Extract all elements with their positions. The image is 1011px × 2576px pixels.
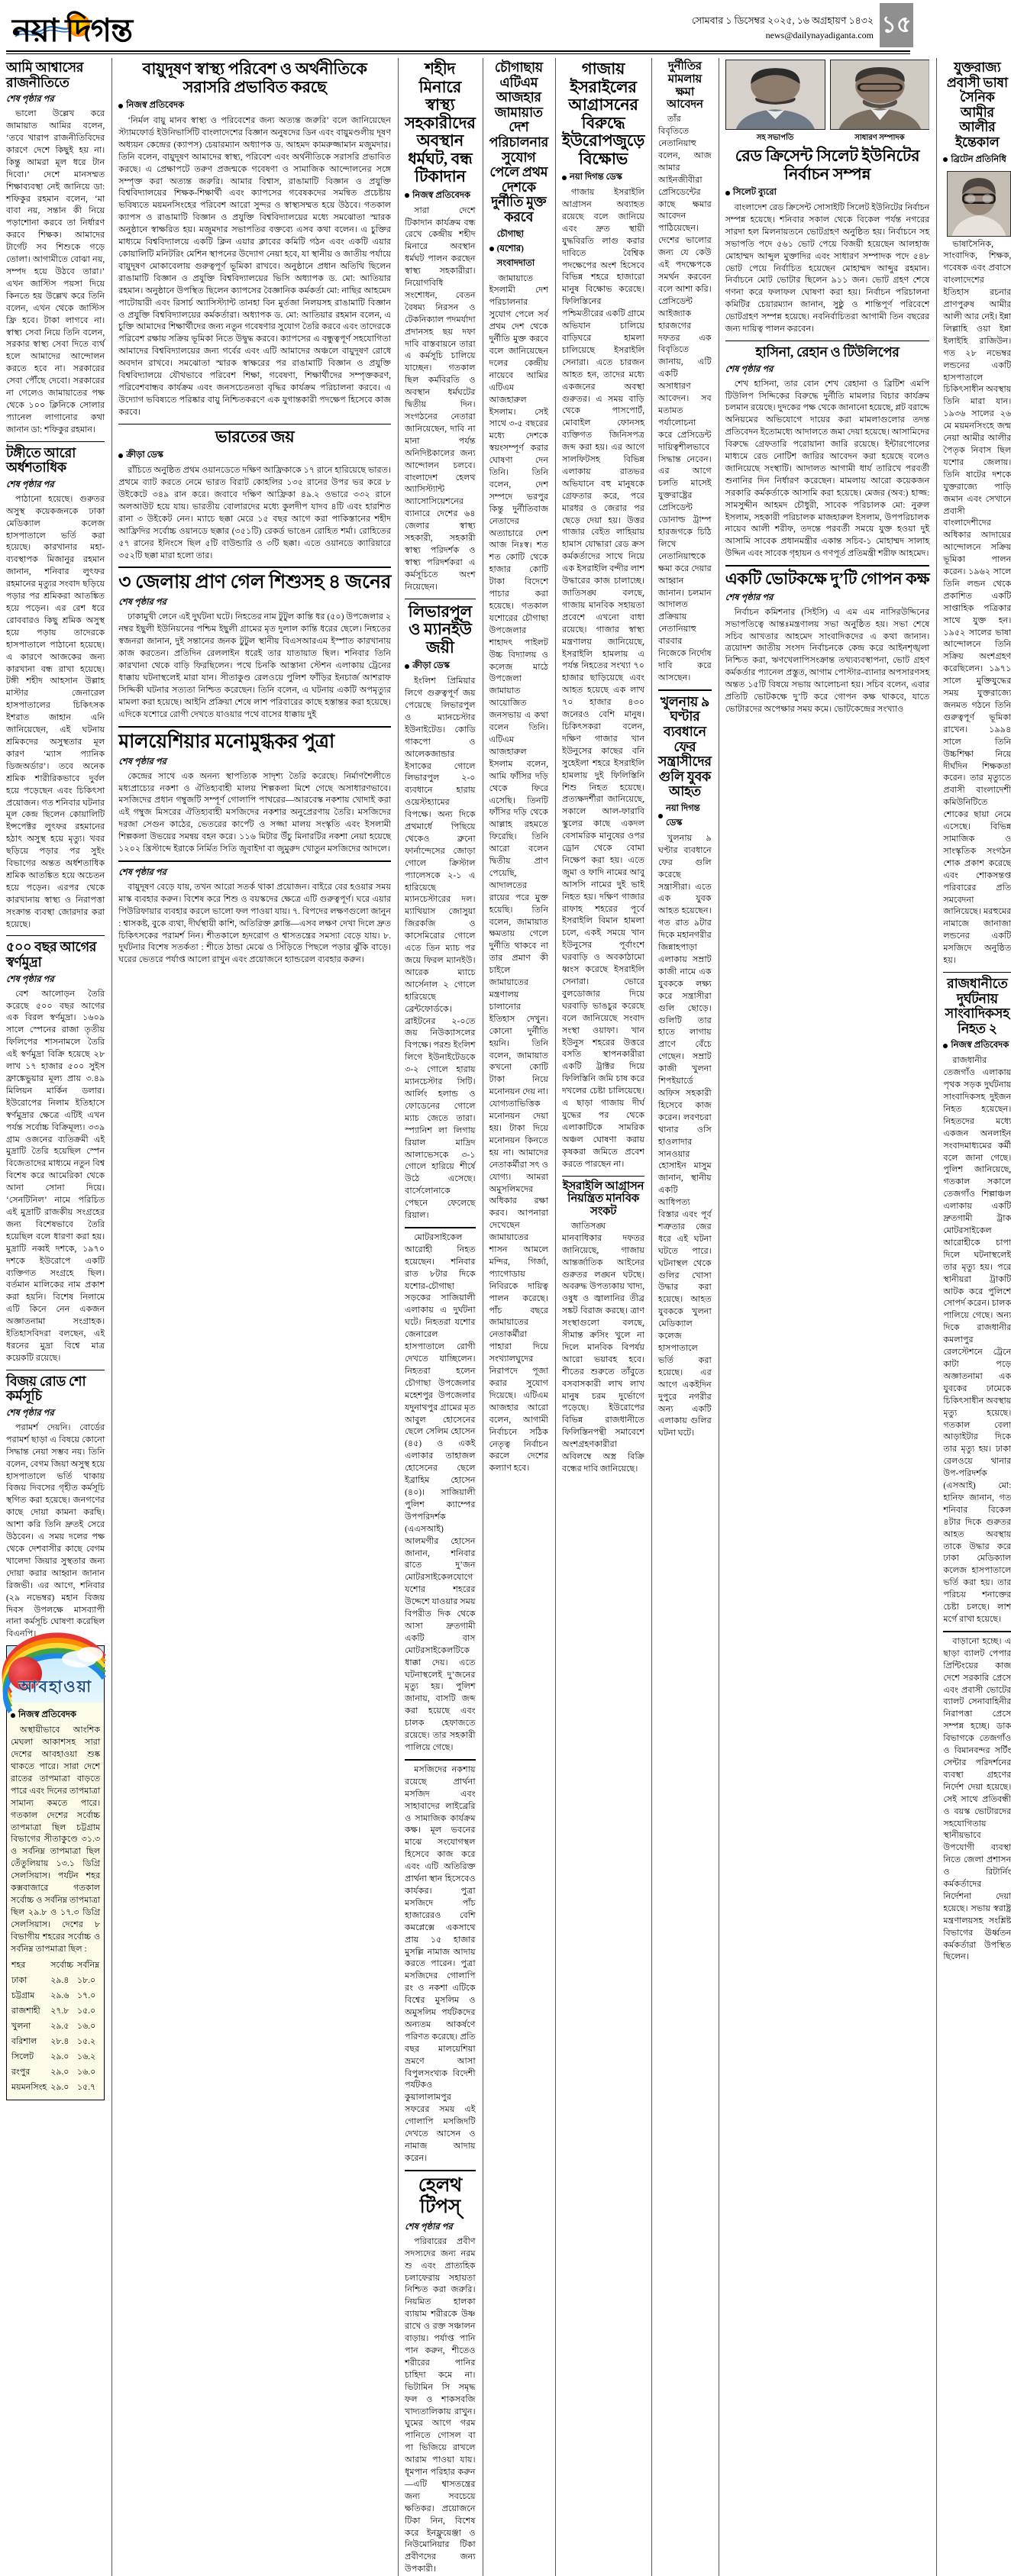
byline [943, 153, 1011, 167]
masthead-meta [692, 3, 874, 43]
article-health-tips-left [118, 866, 391, 967]
byline-text: নয়া দিগন্ত ডেস্ক [666, 803, 700, 828]
article-body: বাংলাদেশ রেড ক্রিসেন্ট সোসাইটি সিলেট ইউনিটের নির্বাচন সম্পন্ন হয়েছে। শনিবার সকাল থেকে বিকেল পর্যন্ত নগরের সারদা হল মিলনায়তনে ভোটগ্রহণ অনুষ্ঠিত হয়। নির্বাচনে সহ সভাপতি পদে ৫৬১ ভোট পেয়ে বিজয়ী হয়েছেন আলহাজ মোহাম্মদ আব্দুল মুক্তাদির এবং সাধারণ সম্পাদক পদে ৫৪৮ ভোট পেয়ে নির্বাচিত হয়েছেন মোহাম্মদ আব্দুর রহমান। নির্বাচনে মোট ভোটার ছিলেন ৯১১ জন। ভোট গ্রহণ শেষে গণনা করে ফলাফল ঘোষণা করা হয়। নির্বাচন পরিচালনা কমিটির চেয়ারম্যান জানান, সুষ্ঠু ও শান্তিপূর্ণ পরিবেশে ভোটগ্রহণ সম্পন্ন হয়েছে। নবনির্বাচিতরা আগামী তিন বছরের জন্য দায়িত্ব পালন করবেন। [725, 203, 930, 334]
article-khulna-shooting [658, 695, 712, 1440]
byline-text: ক্রীড়া ডেস্ক [126, 450, 163, 460]
city-cell: ঢাকা [11, 1975, 27, 1985]
publication-date: সোমবার ১ ডিসেম্বর ২০২৫, ১৬ অগ্রহায়ণ ১৪৩২ [691, 15, 874, 26]
min-temp-cell: ১৫.৭ [77, 2082, 96, 2092]
article-body: শেখ হাসিনা, তার বোন শেখ রেহানা ও ব্রিটিশ এমপি টিউলিপ সিদ্দিকের বিরুদ্ধে দুর্নীতি মামলার বিচার কার্যক্রম চলমান রয়েছে। দুদকের পক্ষ থেকে জানানো হয়েছে, প্লট বরাদ্দে অনিয়মের অভিযোগে দায়ের করা মামলাগুলোর তদন্ত প্রতিবেদন ইতোমধ্যে আদালতে জমা দেয়া হয়েছে। আসামিদের বিরুদ্ধে গ্রেফতারি পরোয়ানা জারি রয়েছে। ইন্টারপোলের মাধ্যমে রেড নোটিশ জারির আবেদন করা হয়েছে বলেও জানিয়েছে সংস্থাটি। আদালত আগামী ধার্য তারিখে পরবর্তী শুনানির দিন নির্ধারণ করেছেন। মামলায় আরো কয়েকজন সরকারি কর্মকর্তাকে আসামি করা হয়েছে। মেজর (অব:) হাজ্জ: সামসুদ্দীন আহমদ চৌধুরী, সাবেক পরিচালক মো: নুরুল ইসলাম, সহকারী পরিচালক মাজহারুল ইসলাম, উপপরিচালক নায়েব আলী শরীফ, তদন্তে পরবর্তী সময়ে যুক্ত হওয়া দুই আসামি সাবেক প্রধানমন্ত্রীর একান্ত সচিব-১ মোহাম্মদ সালাহ উদ্দিন এবং সাবেক গৃহায়ন ও গণপূর্ত প্রতিমন্ত্রী শরীফ আহমেদ। [725, 379, 930, 559]
city-cell: ময়মনসিংহ [11, 2082, 47, 2092]
byline [725, 186, 930, 200]
column-4 [483, 58, 548, 2576]
article-body: ঢাকামুখী লেনে এই দুর্ঘটনা ঘটে। নিহতের নাম টুটুল কান্তি ধর (৫০) উপজেলার ২ নম্বর ইছুলী ইউনিয়নের পশ্চিম ইছুলী গ্রামের মৃত দুলাল কান্তি ধরের ছেলে। নিহতের স্বজনরা জানান, দুই সন্তানের জনক টুটুল স্থানীয় বিএসআরএম ইস্পাত কারখানায় কাজ করতেন। প্রতিদিন রেললাইন ধরেই তার যাতায়াত ছিল। শনিবার তিনি কারখানা থেকে বাড়ি ফিরছিলেন। পথে চিনকি আস্তানা স্টেশন এলাকায় ট্রেনের ধাক্কায় ঘটনাস্থলেই মারা যান। সীতাকুণ্ড রেলওয়ে পুলিশ ফাঁড়ির ইনচার্জ আশরাফ সিদ্দিকী ঘটনার সত্যতা নিশ্চিত করেছেন। তিনি বলেন, এ ঘটনায় একটি অপমৃত্যুর মামলা করা হয়েছে। আইনি প্রক্রিয়া শেষে লাশ পরিবারের কাছে হস্তান্তর করা হয়েছে। এদিকে যশোরে রোগী দেখতে যাওয়ার পথে বাসের ধাক্কায় দুই [118, 612, 392, 719]
weather-table [11, 1958, 100, 2095]
byline [118, 98, 391, 113]
weather-text: অস্থায়ীভাবে আংশিক মেঘলা আকাশসহ সারা দেশের আবহাওয়া শুষ্ক থাকতে পারে। সারা দেশে রাতের তাপমাত্রা বাড়তে পারে এবং দিনের তাপমাত্রা সামান্য কমতে পারে। গতকাল দেশের সর্বোচ্চ তাপমাত্রা ছিল চট্টগ্রাম বিভাগের সীতাকুণ্ডে ৩১.৩ ও সর্বনিম্ন তাপমাত্রা ছিল তেঁতুলিয়ায় ১৩.১ ডিগ্রি সেলসিয়াস। পর্যটন শহর কক্সবাজারে গতকাল সর্বোচ্চ ও সর্বনিম্ন তাপমাত্রা ছিল ২৯.৮ ও ১৭.৩ ডিগ্রি সেলসিয়াস। দেশের ৮ বিভাগীয় শহরের সর্বোচ্চ ও সর্বনিম্ন তাপমাত্রা ছিল : [11, 1725, 101, 1954]
headline[interactable]: খুলনায় ৯ ঘণ্টার ব্যবধানে ফের সন্ত্রাসীদের গুলি যুবক আহত [658, 693, 712, 799]
weather-banner [7, 1646, 104, 1703]
column-6 [651, 58, 712, 2576]
logo-text: নয়া দিগন্ত [12, 14, 133, 49]
headline[interactable]: যুক্তরাজ্য প্রবাসী ভাষা সৈনিক আমীর আলীর ইন্তেকাল [946, 60, 1008, 150]
portrait-illustration [948, 172, 1010, 236]
divider [118, 860, 391, 862]
weather-content [7, 1703, 104, 2100]
article-body: বায়ুদূষণ বেড়ে যায়, তখন আরো সতর্ক থাকা প্রয়োজন। বাইরে বের হওয়ার সময় মাস্ক ব্যবহার করুন। বিশেষ করে শিশু ও বয়স্কদের ক্ষেত্রে এটি গুরুত্বপূর্ণ। ঘরে এয়ার পিউরিফায়ার ব্যবহার করলে ভালো ফল পাওয়া যায়। ৭. বিপদের লক্ষণগুলো জানুন : শ্বাসকষ্ট, বুকে ব্যথা, দীর্ঘস্থায়ী কাশি, অতিরিক্ত ক্লান্তি—এসব লক্ষণ দেখা দিলে দ্রুত চিকিৎসকের পরামর্শ নিন। শীতকালে হৃদরোগ ও শ্বাসতন্ত্রের সমস্যা বেড়ে যায়। ৮. দুর্ঘটনার বিশেষ সতর্কতা : শীতে ঠান্ডা মেঝে ও সিঁড়িতে পিছলে পড়ার ঝুঁকি বাড়ে। ঘরের ভেতরে পর্যাপ্ত আলো রাখুন এবং প্রয়োজনে হ্যান্ডরেল ব্যবহার করুন। [118, 882, 392, 965]
byline [405, 189, 475, 203]
article-body: খুলনায় ৯ ঘণ্টার ব্যবধানে ফের গুলি করেছে সন্ত্রাসীরা। এতে এক যুবক আহত হয়েছেন। গত রাত ৯টার দিকে মহানগরীর জিন্নাহপাড়া এলাকায় সম্রাট কাজী নামে এক যুবককে লক্ষ্য করে সন্ত্রাসীরা গুলি ছোড়ে। গুলিটি তার হাতে লাগায় প্রাণে বেঁচে গেছেন। সম্রাট কাজী খুলনা শিপইয়ার্ডে অফিস সহকারী হিসেবে কাজ করেন। লবণচরা থানার ওসি হাওলাদার সানওয়ার হোসাইন মাসুম জানান, স্থানীয় একটি আধিপত্য বিস্তার এবং পূর্ব শত্রুতার জের ধরে এই ঘটনা ঘটতে পারে। ঘটনাস্থল থেকে গুলির খোসা উদ্ধার করা হয়েছে। আহত যুবককে খুলনা মেডিক্যাল কলেজ হাসপাতালে ভর্তি করা হয়েছে। এর আগে একইদিন দুপুরে নগরীর অন্য একটি এলাকায় গুলির ঘটনা ঘটে। [658, 833, 712, 1438]
jump-label: শেষ পৃষ্ঠার পর [6, 479, 54, 489]
headline[interactable]: শহীদ মিনারে স্বাস্থ্য সহকারীদের অবস্থান ধর্মঘট, বন্ধ টিকাদান [405, 60, 476, 186]
city-cell: চট্টগ্রাম [11, 1990, 35, 2000]
table-row [11, 2019, 100, 2034]
article-israeli-crisis [562, 1180, 644, 1476]
column-1 [6, 58, 105, 2576]
bullet-icon [658, 814, 663, 818]
divider [405, 1227, 475, 1228]
divider [405, 1759, 475, 1761]
headline[interactable]: চৌগাছায় এটিএম আজহার জামায়াত দেশ পরিচালনার সুযোগ পেলে প্রথম দেশকে দুর্নীতি মুক্ত করবে [489, 60, 548, 224]
article-body: ভালো উল্লেখ করে জামায়াত আমির বলেন, ‘তবে খারাপ রাজনীতিবিদের কারণে দেশে কিছুই হয় না। কিন্তু আমরা মূল ধরে টান দিবো।’ দেশে মানসম্মত শিক্ষাব্যবস্থা নেই জানিয়ে ডা: শফিকুর রহমান বলেন, ‘মা বাবা নয়, সন্তান কী নিয়ে পড়াশোনা করবে তা নির্ধারণ করবে শিক্ষক। আমাদের টার্গেট সব শিশুকে গড়ে তোলা। আগামীতে বোঝা নয়, সম্পদ হয়ে উঠবে তারা।’ এখন জাস্টিস পয়সা দিয়ে কিনতে হয় উল্লেখ করে তিনি বলেন, এখন থেকে জাস্টিস ফ্রি হবে। টাকা লাগবে না। স্বাস্থ্য সেবা নিয়ে তিনি বলেন, সরকার স্বাস্থ্য সেবা দিতে ব্যর্থ হলে আমাদের আন্দোলন করতে হবে না। সরকারের সেবা পৌঁছে দেবো। সরকারের না গেলেও জামায়াতের পক্ষ থেকে ১০০ ক্লিনিকে সোলার প্যানেল লাগানোর কথা জানান ডা: শফিকুর রহমান। [6, 109, 105, 434]
divider [943, 1631, 1011, 1632]
article-body: সারা দেশে টিকাদান কার্যক্রম বন্ধ রেখে কেন্দ্রীয় শহীদ মিনারে অবস্থান ধর্মঘট পালন করছেন স্বাস্থ্য সহকারীরা। নিয়োগবিধি সংশোধন, বেতন বৈষম্য নিরসন ও টেকনিক্যাল পদমর্যাদা প্রদানসহ ছয় দফা দাবি বাস্তবায়নে তারা এ কর্মসূচি চালিয়ে যাচ্ছেন। গতকাল ছিল কর্মবিরতি ও অবস্থান ধর্মঘটের দ্বিতীয় দিন। সংগঠনের নেতারা জানিয়েছেন, দাবি না মানা পর্যন্ত অনিদিষ্টকালের জন্য আন্দোলন চলবে। বাংলাদেশ হেলথ অ্যাসিস্ট্যান্ট অ্যাসোসিয়েশনের ব্যানারে দেশের ৬৪ জেলার স্বাস্থ্য সহকারী, সহকারী স্বাস্থ্য পরিদর্শক ও স্বাস্থ্য পরিদর্শকরা এ কর্মসূচিতে অংশ নিয়েছেন। [405, 205, 476, 592]
table-header-row [11, 1958, 100, 1973]
headline[interactable]: রাজধানীতে দুর্ঘটনায় সাংবাদিকসহ নিহত ২ [945, 975, 1010, 1036]
jump-label: শেষ পৃষ্ঠার পর [6, 95, 54, 105]
headline[interactable]: বায়ুদূষণ স্বাস্থ্য পরিবেশ ও অর্থনীতিকে সরাসরি প্রভাবিত করছে [142, 60, 367, 96]
city-cell: রাজশাহী [11, 2006, 40, 2016]
photo-captions [725, 131, 930, 145]
bullet-icon [725, 191, 730, 195]
article-red-crescent [725, 147, 930, 336]
portrait-photo-vice-president [725, 60, 825, 130]
headline[interactable]: টঙ্গীতে আরো অর্ধশতাধিক [6, 444, 76, 476]
byline-text: নয়া দিগন্ত ডেস্ক [570, 173, 622, 182]
article-dhaka-accident [943, 976, 1011, 1626]
byline [562, 170, 644, 185]
article-body: ভাষাসৈনিক, সাংবাদিক, শিক্ষক, গবেষক এবং প্রবাসে বাংলাদেশের ইতিহাস রচনার প্রাণপুরুষ আমীর আলী আর নেই। ইন্না লিল্লাহি ওয়া ইন্না ইলাইহি রাজিউন। গত ২৮ নভেম্বর লন্ডনের একটি হাসপাতালে চিকিৎসাধীন অবস্থায় তিনি মারা যান। ১৯৩৬ সালের ২৬ মে ময়মনসিংহে জন্ম নেয়া আমীর আলীর পৈতৃক নিবাস ছিল যশোর জেলায়। তিনি ষাটের দশকে যুক্তরাজ্যে পাড়ি জমান এবং সেখানে প্রবাসী বাংলাদেশীদের অধিকার আদায়ের আন্দোলনে সক্রিয় ভূমিকা পালন করেন। ১৯৬২ সালে তিনি লন্ডন থেকে প্রকাশিত একটি সাপ্তাহিক পত্রিকার সাথে যুক্ত হন। ১৯৫২ সালের ভাষা আন্দোলনে তিনি সক্রিয় অংশগ্রহণ করেছিলেন। ১৯৭১ সালে মুক্তিযুদ্ধের সময় যুক্তরাজ্যে জনমত গঠনে তিনি গুরুত্বপূর্ণ ভূমিকা রাখেন। ১৯৯৪ সালে তিনি উচ্চশিক্ষা নিয়ে দীর্ঘদিন শিক্ষকতা করেন। তার মৃত্যুতে প্রবাসী বাংলাদেশী কমিউনিটিতে শোকের ছায়া নেমে এসেছে। বিভিন্ন সামাজিক ও সাংস্কৃতিক সংগঠন শোক প্রকাশ করেছে এবং শোকসন্তপ্ত পরিবারের প্রতি সমবেদনা জানিয়েছে। মরহুমের নামাজে জানাজা লন্ডনের একটি মসজিদে অনুষ্ঠিত হয়। [943, 239, 1011, 966]
min-temp-cell: ১৫.২ [77, 2036, 96, 2046]
masthead [0, 0, 916, 50]
max-temp-cell: ২৯.৪ [50, 1975, 69, 1985]
article-body: বেশ আলোড়ন তৈরি করেছে ৫০০ বছর আগের এক বিরল স্বর্ণমুদ্রা। ১৬০৯ সালে স্পেনের রাজা তৃতীয় ফিলিপের শাসনামলে তৈরি এই স্বর্ণমুদ্রা বিক্রি হয়েছে ২৮ লাখ ১৭ হাজার ৫০০ সুইস ফ্রাঙ্কেভুয়ার মূল্য প্রায় ৩.৪৯ মিলিয়ন মার্কিন ডলার। ইউরোপের নিলাম ইতিহাসে স্বর্ণমুদ্রার ক্ষেত্রে এটিই এখন পর্যন্ত সর্বোচ্চ বিক্রিমূল্য। ৩৩৯ গ্রাম ওজনের ব্যতিক্রমী এই মুদ্রাটি তৈরি হয়েছিল স্পেন বিজেতাদের মাধ্যমে নতুন বিশ্ব বিশেষ করে আমেরিকা থেকে আনা সোনা দিয়ে। ‘সেনটিনিল’ নামে পরিচিত এই মুদ্রাটি রাজকীয় সংগ্রহের জন্য বিশেষভাবে তৈরি হয়েছিল বলে ধারণা করা হয়। মুদ্রাটি নব্বই দশকে, ১৯৭০ দশকে ইউরোপে একটি ব্যক্তিগত সংগ্রহে ছিল। বর্তমান মালিকের নাম প্রকাশ করা হয়নি। বিশেষ নিলামে এটি কিনে নেন একজন অজ্ঞাতনামা সংগ্রাহক। ইতিহাসবিদরা বলছেন, এই ধরনের মুদ্রা বিশ্বে মাত্র কয়েকটি রয়েছে। [6, 989, 105, 1363]
max-temp-cell: ২৭.৮ [50, 2006, 69, 2016]
jump-label: শেষ পৃষ্ঠার পর [118, 598, 166, 608]
article-3-district-left [118, 572, 391, 721]
byline-text: ব্রিটেন প্রতিনিধি [951, 154, 1006, 164]
col-city: শহর [11, 1960, 26, 1970]
headline[interactable]: হেলথ টিপস্ [418, 2174, 462, 2217]
bullet-icon [405, 664, 409, 669]
article-ami-ashwaser [6, 60, 105, 437]
article-body: গাজায় ইসরাইলি আগ্রাসন অব্যাহত রয়েছে বলে জানিয়ে এবং দ্রুত স্থায়ী যুদ্ধবিরতি লাগু করার দাবিতে বৈশ্বিক পদক্ষেপের অংশ হিসেবে বিভিন্ন শহরে হাজারো মানুষ বিক্ষোভ করেছে। ফিলিস্তিনের পশ্চিমতীরের একটি গ্রামে অভিযান চালিয়ে বাড়িঘরে হামলা চালিয়েছে ইসরাইলি সেনারা। এতে চারজন আহত হন, তাদের মধ্যে একজনের অবস্থা গুরুতর। এ সময় বাড়ি থেকে পাসপোর্ট, মোবাইল ফোনসহ ব্যক্তিগত জিনিসপত্র জব্দ করা হয়। এর আগে সালফিটসহ বিভিন্ন এলাকায় রাতভর অভিযানে বহু মানুষকে গ্রেফতার করে, পরে মারধর ও জেরার পর ছেড়ে দেয়া হয়। উত্তর গাজার বেইত লাহিয়ায় হামাস যোদ্ধারা রেড ক্রস কর্মকর্তাদের সাথে নিয়ে এক ইসরাইলি বন্দীর লাশ উদ্ধারের কাজ চালাচ্ছে। জাতিসঙ্ঘ বলছে, গাজায় মানবিক সহায়তা প্রবেশে এখনো বাধা রয়েছে। গাজার স্বাস্থ্য মন্ত্রণালয় জানিয়েছে, ইসরাইলি হামলায় এ পর্যন্ত নিহতের সংখ্যা ৭০ হাজার ছাড়িয়েছে এবং আহত হয়েছে এক লাখ ৭০ হাজার ৪৩০ জনেরও বেশি মানুষ। চিকিৎসকরা বলেন, দক্ষিণ গাজার খান ইউনুসের কাছের বনি সুহেইলা শহরে ইসরাইলি হামলায় দুই ফিলিস্তিনি শিশু নিহত হয়েছে। প্রত্যক্ষদর্শীরা জানিয়েছে, সকালে আল-ফারাবি স্কুলের কাছে একদল বেসামরিক মানুষের ওপর ড্রোন থেকে বোমা নিক্ষেপ করা হয়। এতে জুমা ও ফাদি নামের আবু আসসি নামের দুই ভাই নিহত হয়। দক্ষিণ গাজার রাফাহ শহরের পূর্বে ইসরাইলি বিমান হামলা চলে, একই সময়ে খান ইউনুসের পূর্বাংশে ঘরবাড়ি ও অবকাঠামো ধ্বংস করেছে ইসরাইলি সেনারা। ভোরে বুলডোজার দিয়ে ঘরবাড়ি ভাঙচুর করেছে বলে জানিয়েছে সংবাদ সংস্থা ওয়াফা। খান ইউনুস শহরের উত্তরে বসতি স্থাপনকারীরা একটি ট্রাক্টর দিয়ে ফিলিস্তিনি জমি চাষ করে দখলের চেষ্টা চালিয়েছে। এ ছাড়া গাজায় দীর্ঘ যুদ্ধের পর থেকে এলাকাটিকে সামরিক অঞ্চল ঘোষণা করায় কৃষকরা জমিতে প্রবেশ করতে পারছেন না। [562, 188, 645, 1169]
col-min: সর্বনিম্ন [77, 1960, 100, 1970]
column-2 [111, 58, 391, 2576]
weather-box [6, 1645, 105, 2100]
caption-general-secretary: সাধারণ সম্পাদক [854, 134, 905, 142]
city-cell: সিলেট [11, 2051, 34, 2061]
page-content [0, 54, 1011, 2574]
article-malaysia-left [118, 731, 391, 856]
article-malaysia-right [405, 1764, 475, 2165]
divider [6, 441, 105, 442]
jump-label: শেষ পৃষ্ঠার পর [6, 1408, 54, 1418]
headline[interactable]: ৫০০ বছর আগের স্বর্ণমুদ্রা [6, 939, 97, 970]
divider [562, 1176, 644, 1177]
obituary-portrait-photo [947, 171, 1011, 237]
headline[interactable]: ৩ জেলায় প্রাণ গেল শিশুসহ ৪ জনের [118, 572, 392, 593]
caption-vice-president: সহ সভাপতি [756, 134, 794, 142]
headline[interactable]: আমি আশ্বাসের রাজনীতিতে [6, 60, 84, 90]
weather-title: আবহাওয়া [18, 1677, 93, 1696]
article-body: মোটরসাইকেল আরোহী নিহত হয়েছেন। শনিবার রাত ৮টার দিকে যশোর-চৌগাছা সড়কের সাজিয়ালী এলাকায় এ দুর্ঘটনা ঘটে। নিহতরা যশোর জেনারেল হাসপাতালে রোগী দেখতে যাচ্ছিলেন। নিহতরা হলেন চৌগাছা উপজেলার মহেশপুর উপজেলার যদুনাথপুর গ্রামের মৃত আবুল হোসেনের ছেলে সেলিম হোসেন (৪৫) ও একই এলাকার তাহাজল হোসেনের ছেলে ইব্রাহিম হোসেন (৪০)। সাজিয়ালী পুলিশ ক্যাম্পের উপপরিদর্শক (এএসআই) আলমগীর হোসেন জানান, শনিবার রাতে দু’জন মোটরসাইকেলযোগে যশোর শহরের উদ্দেশে যাওয়ার সময় বিপরীত দিক থেকে আসা দ্রুতগামী একটি বাস মোটরসাইকেলটিকে ধাক্কা দেয়। এতে ঘটনাস্থলেই দু’জনের মৃত্যু হয়। পুলিশ জানায়, বাসটি জব্দ করা হয়েছে এবং চালক হেফাজতে রয়েছে। তার সহকারী পালিয়ে গেছে। [405, 1232, 476, 1752]
contact-email[interactable]: news@dailynayadiganta.com [765, 30, 874, 41]
city-cell: বরিশাল [11, 2036, 37, 2046]
portrait-illustration [831, 60, 929, 129]
byline-text: নিজস্ব প্রতিবেদক [18, 1710, 76, 1720]
min-temp-cell: ১৬.০ [77, 2067, 96, 2077]
article-body: রাজধানীর তেজগাঁও এলাকায় পৃথক সড়ক দুর্ঘটনায় সাংবাদিকসহ দুইজন নিহত হয়েছেন। নিহতদের মধ্যে একজন অনলাইন সংবাদমাধ্যমের কর্মী বলে জানা গেছে। পুলিশ জানিয়েছে, গতকাল সকালে তেজগাঁও শিল্পাঞ্চল এলাকায় একটি দ্রুতগামী ট্রাক মোটরসাইকেল আরোহীকে চাপা দিলে ঘটনাস্থলেই তার মৃত্যু হয়। পরে স্থানীয়রা ট্রাকটি আটক করে পুলিশে সোপর্দ করেন। চালক পালিয়ে গেছে। অন্য দিকে রাজধানীর কমলাপুর রেলস্টেশনে ট্রেনে কাটা পড়ে অজ্ঞাতনামা এক যুবকের ঢামেকে চিকিৎসাধীন অবস্থায় মৃত্যু হয়েছে। গতকাল বেলা আড়াইটার দিকে তার মৃত্যু হয়। ঢাকা রেলওয়ে থানার উপ-পরিদর্শক (এসআই) মো: হানিফ জানান, গত শনিবার বিকেল ৪টার দিকে গুরুতর আহত অবস্থায় তাকে উদ্ধার করে ঢাকা মেডিক্যাল কলেজ হাসপাতালে ভর্তি করা হয়। তার পরিচয় শনাক্তের চেষ্টা চলছে। লাশ মর্গে রাখা হয়েছে। [943, 1056, 1011, 1624]
masthead-right [692, 3, 916, 47]
article-gold-coin [6, 940, 105, 1364]
byline-text: সিলেট ব্যুরো [732, 188, 777, 198]
col-max: সর্বোচ্চ [50, 1960, 74, 1970]
article-body: নির্বাচন কমিশনার (সিইসি) এ এম এম নাসিরউদ্দিনের সভাপতিত্বে আন্তঃমন্ত্রণালয় সভা অনুষ্ঠিত হয়। সভা শেষে সচিব আখতার আহমেদ সাংবাদিকদের এ কথা জানান। ত্রয়োদশ জাতীয় সংসদ নির্বাচনকে কেন্দ্র করে আইনশৃঙ্খলা নিশ্চিত করা, ঋণখেলাপিসংক্রান্ত তথ্যব্যবস্থাপনা, ভোট গ্রহণ কর্মকর্তার প্যানেল প্রস্তুত, আগাম পোস্টার-ব্যানার অপসারণসহ অন্তত ১৫টি বিষয়ে সভায় আলোচনা হয়। সচিব বলেন, এবার প্রতিটি ভোটকক্ষে দু’টি করে গোপন কক্ষ থাকবে, যাতে ভোটারদের অপেক্ষার সময় কমে। ভোটকেন্দ্রের সংখ্যাও [725, 607, 930, 714]
jump-label: শেষ পৃষ্ঠার পর [725, 364, 774, 374]
headline[interactable]: বিজয় রোড শো কর্মসূচি [6, 1373, 86, 1404]
min-temp-cell: ১৫.০ [77, 2006, 96, 2016]
article-body: বাড়ানো হচ্ছে। এ ছাড়া ব্যালট পেপার প্রিন্টিংয়ের কাজ দেশে সরকারি প্রেসে এবং প্রবাসী ভোটের ব্যালট সেনাবাহিনীর নিরাপত্তা প্রেসে সম্পন্ন হচ্ছে। ডাক বিভাগকে তেজগাঁও ও বিমানবন্দর সর্টিং সেন্টার পরিদর্শনের ব্যবস্থা গ্রহণের নির্দেশ দেয়া হয়েছে। সেই সাথে প্রতিবন্ধী ও বয়স্ক ভোটারদের সহযোগিতায় স্থানীয়ভাবে উপযোগী ব্যবস্থা নিতে জেলা প্রশাসন ও রিটার্নিং কর্মকর্তাদের নির্দেশনা দেয়া হয়েছে। সভায় স্বরাষ্ট্র মন্ত্রণালয়সহ সংশ্লিষ্ট বিভাগের ঊর্ধ্বতন কর্মকর্তারা উপস্থিত ছিলেন। [943, 1636, 1011, 1962]
jump-label: শেষ পৃষ্ঠার পর [118, 757, 166, 767]
article-air-pollution-head [118, 60, 391, 419]
jump-label: শেষ পৃষ্ঠার পর [6, 974, 54, 984]
weather-byline [11, 1708, 100, 1722]
column-3 [398, 58, 475, 2576]
min-temp-cell: ১৮.০ [77, 1975, 96, 1985]
headline[interactable]: গাজায় ইসরাইলের আগ্রাসনের বিরুদ্ধে ইউরোপজুড়ে বিক্ষোভ [562, 60, 645, 168]
divider [943, 972, 1011, 973]
article-health-tips [405, 2175, 475, 2576]
byline-text: ক্রীড়া ডেস্ক [412, 661, 450, 671]
newspaper-logo[interactable] [8, 15, 132, 47]
min-temp-cell: ১৭.০ [77, 1990, 96, 2000]
table-row [11, 2064, 100, 2080]
divider [725, 565, 930, 567]
divider [405, 2170, 475, 2171]
article-liverpool [405, 603, 475, 1222]
article-body: পাঠানো হয়েছে। গুরুতর অসুস্থ কয়েকজনকে ঢাকা মেডিক্যাল কলেজ হাসপাতালে ভর্তি করা হয়েছে। কারখানার মহা-ব্যবস্থাপক মিজানুর রহমান জানান, শনিবার লুৎফর রহমানের মৃত্যুর সংবাদ ছড়িয়ে পড়ার পর শ্রমিকরা আতঙ্কিত হয়ে পড়েন। এর রেশ ধরে রোববারও কিছু শ্রমিক অসুস্থ হয়ে পড়ায় তাদেরকে হাসপাতালে পাঠানো হয়েছে। এ কারণে আজকের জন্য কারখানা বন্ধ রাখা হয়েছে। টঙ্গী শহীদ আহসান উল্লাহ মাস্টার জেনারেল হাসপাতালের চিকিৎসক ইশরাত জাহান এনি জানিয়েছেন, এই ঘটনায় শ্রমিকদের অসুস্থতার মূল কারণ ‘ম্যাস প্যানিক ডিজঅর্ডার’। তবে অনেক শ্রমিক শারীরিকভাবে দুর্বল হয়ে পড়েছেন এবং চিকিৎসা প্রয়োজন। গত শনিবার ঘটনার মূল কেন্দ্র ছিলেন কোয়ালিটি ইন্সপেক্টর লুৎফর রহমানের হঠাৎ অসুস্থ হয়ে মৃত্যু। খবর ছড়িয়ে পড়ার পর সুইং বিভাগের অন্তত অর্ধশতাধিক শ্রমিক আতঙ্কিত হয়ে অচেতন হয়ে পড়েন। এরপর থেকে কারখানায় স্বাস্থ্য ও নিরাপত্তা সংক্রান্ত ব্যবস্থা জোরদার করা হয়েছে। [6, 494, 105, 929]
article-body: পরিবারের প্রবীণ সদস্যদের জন্য নরম শু এবং প্রাত্যহিক চলাফেরায় সহায়তা নিশ্চিত করা জরুরি। নিয়মিত হালকা ব্যায়াম শরীরকে উষ্ণ রাখে ও রক্ত সঞ্চালন বাড়ায়। পর্যাপ্ত পানি পান করুন, শীতেও শরীরের পানির চাহিদা কমে না। ভিটামিন সি সমৃদ্ধ ফল ও শাকসবজি খাদ্যতালিকায় রাখুন। ঘুমের আগে গরম পানিতে গোসল বা পা ভিজিয়ে রাখলে আরাম পাওয়া যায়। ধূমপান পরিহার করুন—এটি শ্বাসতন্ত্রের জন্য সবচেয়ে ক্ষতিকর। প্রয়োজনে টিকা নিন, বিশেষ করে ইনফ্লুয়েঞ্জা ও নিউমোনিয়ার টিকা প্রবীণদের জন্য উপকারী। [405, 2236, 476, 2574]
divider [658, 689, 712, 691]
article-body: ইংলিশ প্রিমিয়ার লিগে গুরুত্বপূর্ণ জয় পেয়েছে লিভারপুল ও ম্যানচেস্টার ইউনাইটেড। কোডি গাকপো ও আলেকজান্ডার ইসাকের গোলে লিভারপুল ২-০ ব্যবধানে হারায় ওয়েস্টহ্যামের বিপক্ষে। অন্য দিকে প্রথমার্ধে পিছিয়ে থেকেও ব্রুনো ফার্নান্দেসের জোড়া গোলে ক্রিস্টাল প্যালেসকে ২-১ এ হারিয়েছে ম্যানচেস্টারের দল। ম্যাথিয়াস জোসুয়া জিরকজি ও কাসেমিরোর গোলে এতে তিন ম্যাচ পর জয়ে ফিরল ম্যানইউ। আরেক ম্যাচে আর্সেনাল ২ গোলে হারিয়েছে ব্রেন্টফোর্ডকে। ব্রাইটনের ২-০তে জয় নিউক্যাসলের বিপক্ষে। পরশু ইংলিশ লিগে ইউনাইটেডকে ৩-২ গোলে হারায় ম্যানচেস্টার সিটি। আর্লিং হলান্ড ও ফোডেনের গোলে ম্যাচ জেতে তারা। স্প্যানিশ লা লিগায় রিয়াল মাদ্রিদ আলাভেসকে ৩-১ গোলে হারিয়ে শীর্ষে উঠে এসেছে। বার্সেলোনাকে পেছনে ফেলেছে রিয়াল। [405, 676, 476, 1221]
bullet-icon [118, 454, 123, 458]
article-vote-booth-right [943, 1636, 1011, 1964]
headline[interactable]: ইসরাইলি আগ্রাসন নিয়ন্ত্রিত মানবিক সংকট [562, 1180, 644, 1219]
portrait-photo-general-secretary [830, 60, 930, 130]
city-cell: রংপুর [11, 2067, 31, 2077]
max-temp-cell: ২৯.০ [50, 2051, 69, 2061]
bullet-icon [118, 104, 123, 108]
jump-label: শেষ পৃষ্ঠার পর [405, 2222, 453, 2232]
article-body: জাতিসঙ্ঘ মানবাধিকার দফতর জানিয়েছে, গাজায় আন্তর্জাতিক আইনের গুরুতর লঙ্ঘন ঘটছে। অবরুদ্ধ উপত্যকায় খাদ্য, ওষুধ ও জ্বালানির তীব্র সঙ্কট বিরাজ করছে। ত্রাণ সংস্থাগুলো বলছে, সীমান্ত ক্রসিং খুলে না দিলে মানবিক বিপর্যয় আরো ভয়াবহ হবে। শীতের শুরুতে তাঁবুতে বসবাসকারী লাখ লাখ মানুষ চরম দুর্ভোগে পড়েছে। ইউরোপের বিভিন্ন রাজধানীতে ফিলিস্তিনপন্থী সমাবেশে অংশগ্রহণকারীরা অবিলম্বে অস্ত্র বিক্রি বন্ধের দাবি জানিয়েছে। [562, 1221, 645, 1474]
headline[interactable]: মালয়েশিয়ার মনোমুগ্ধকর পুত্রা [118, 731, 334, 752]
max-temp-cell: ২৯.০ [50, 2082, 69, 2092]
article-hasina-case [725, 345, 930, 560]
article-gaza-protest [562, 60, 644, 1171]
article-gaza-continued [658, 60, 712, 685]
column-5 [555, 58, 644, 2576]
weather-table-body [11, 1973, 100, 2095]
byline [658, 802, 712, 831]
column-7 [719, 58, 930, 2576]
bullet-icon [562, 176, 567, 180]
bullet-icon [943, 157, 948, 162]
article-body: ‘নির্মল বায়ু মানব স্বাস্থ্য ও পরিবেশের জন্য অত্যন্ত জরুরি’ বলে জানিয়েছেন স্ট্যামফোর্ড ইউনিভার্সিটি বাংলাদেশের বিজ্ঞান অনুষদের ডিন এবং বায়ুমণ্ডলীয় দূষণ অধ্যয়ন কেন্দ্রের (ক্যাপস) চেয়ারম্যান অধ্যাপক ড. আহমদ কামরুজ্জামান মজুমদার। তিনি বলেন, বায়ুদূষণ আমাদের স্বাস্থ্য, পরিবেশ এবং অর্থনীতিকে সরাসরি প্রভাবিত করছে। এ প্রেক্ষাপটে তরুণ প্রজন্মকে গবেষণা ও সামাজিক আন্দোলনের সঙ্গে সম্পৃক্ত করা অত্যন্ত জরুরি। আমার বিশ্বাস, রাঙামাটি বিজ্ঞান ও প্রযুক্তি বিশ্ববিদ্যালয়ের শিক্ষক-শিক্ষার্থী এবং ক্যাপসের গবেষকদের সমন্বিত প্রচেষ্টায় ভবিষ্যতে ময়মনসিংহের পরিবেশ আরো সুন্দর ও স্বাস্থ্যসম্মত হয়ে উঠবে। গতকাল ক্যাপস ও রাঙামাটি বিজ্ঞান ও প্রযুক্তি বিশ্ববিদ্যালয়ের মধ্যে সমঝোতা স্মারক অনুষ্ঠানে স্বাক্ষরিত হয়। মজুমদার সভাপতির বক্তব্যে এসব কথা বলেন। এ চুক্তির মাধ্যমে বিশ্ববিদ্যালয়ে একটি ক্লিন এয়ার ক্লাবের কমিটি গঠন এবং একটি এয়ার কোয়ালিটি মনিটরিং মেশিন স্থাপনের উদ্যোগ নেয়া হবে, যা স্থানীয় ও জাতীয় পর্যায়ে বায়ুদূষণ মোকাবেলায় গুরুত্বপূর্ণ ভূমিকা রাখবে। অনুষ্ঠানে প্রধান অতিথি ছিলেন রাঙামাটি বিজ্ঞান ও প্রযুক্তি বিশ্ববিদ্যালয়ের ভিসি অধ্যাপক ড. মো: আতিয়ার রহমান। অনুষ্ঠানে উপস্থিত ছিলেন ক্যাপসের বৈজ্ঞানিক কর্মকর্তা মো: নাছির আহমেদ পাটোয়ারী এবং রিসার্চ অ্যাসিস্ট্যান্ট তানহা বিন মুর্তজা নিলয়সহ রাঙামাটি বিজ্ঞান ও প্রযুক্তি বিশ্ববিদ্যালয়ের কর্মকর্তারা। অধ্যাপক ড. মো: আতিয়ার রহমান বলেন, এ চুক্তি আমাদের শিক্ষার্থীদের জন্য নতুন গবেষণার সুযোগ তৈরি করবে এবং তাদেরকে পরিবেশ রক্ষায় সক্রিয় ভূমিকা নিতে উদ্বুদ্ধ করবে। ক্যাপসের এ বন্ধুত্বপূর্ণ সহযোগিতা আমাদের বিশ্ববিদ্যালয়ের জন্য গর্বের এবং এটি আমাদের অঞ্চলে বায়ুদূষণ রোধে অবদান রাখবে। সমঝোতা স্মারক স্বাক্ষরের পর রাঙামাটি বিজ্ঞান ও প্রযুক্তি বিশ্ববিদ্যালয়ে যৌথভাবে পরিবেশ শিক্ষা, গবেষণা, শিক্ষার্থীদের সম্পৃক্তকরণ, পরিবেশবান্ধব কার্যক্রম এবং জনসচেতনতা বৃদ্ধির কার্যক্রম পরিচালনা করবে। এ উদ্যোগ ভবিষ্যতে পরিষ্কার বায়ু নিশ্চিতকরণে এক যুগান্তকারী পদক্ষেপ হিসেবে কাজ করবে। [118, 116, 392, 417]
divider [118, 726, 391, 728]
headline[interactable]: রেড ক্রিসেন্ট সিলেট ইউনিটের নির্বাচন সম্পন্ন [735, 147, 920, 183]
article-chowgacha-atm [489, 60, 548, 1475]
red-crescent-photos [725, 60, 930, 130]
divider [6, 935, 105, 936]
headline[interactable]: ভারতের জয় [215, 427, 295, 446]
article-body: জামায়াতে ইসলামী দেশ পরিচালনার সুযোগ পেলে সর্ব প্রথম দেশ থেকে দুর্নীতি মুক্ত করবে বলে জানিয়েছেন দলের কেন্দ্রীয় নায়েবে আমির এটিএম আজহারুল ইসলাম। সেই সাথে ৩-৫ বছরের মধ্যে দেশকে স্বয়ংসম্পূর্ণ করার ঘোষণা দেন তিনি। তিনি বলেন, দেশ সম্পদে ভরপুর কিন্তু দুর্নীতিবাজ নেতাদের অত্যাচারে দেশ আজ নিঃস্ব। শত শত কোটি থেকে হাজার কোটি টাকা বিদেশে পাচার করা হয়েছে। গতকাল যশোরের চৌগাছা উপজেলার শাহাদৎ পাইলট উচ্চ বিদ্যালয় ও কলেজ মাঠে উপজেলা জামায়াত আয়োজিত জনসভায় এ কথা বলেন তিনি। এটিএম আজহারুল ইসলাম বলেন, আমি ফাঁসির দড়ি থেকে ফিরে এসেছি। তিনটি ফাঁসির দড়ি থেকে আল্লাহ রহমতে ফিরেছি। তিনি আরো বলেন দ্বিতীয় প্রাণ পেয়েছি, আদালতের রায়ের পরে মুক্ত হয়েছি। তিনি বলেন, জামায়াত ক্ষমতায় গেলে দুর্নীতি থাকবে না তার প্রমাণ কী চাইলে জামায়াতের মন্ত্রণালয় চালানোর ইতিহাস দেখুন। কোনো দুর্নীতি হয়নি। তিনি বলেন, জামায়াত কখনো কোটি টাকা নিয়ে মনোনয়ন দেয় না। যোগ্যতাভিত্তিক মনোনয়ন দেয়া হয়। টাকা দিয়ে মনোনয়ন কিনতে হয় না। আমাদের নেতাকর্মীরা সৎ ও যোগ্য। আমরা অমুসলিমদের অধিকার রক্ষা করব। আপনারা দেখেছেন জামায়াতের শাসন আমলে মন্দির, গির্জা, প্যাগোডায় নিবিরকে দায়িত্ব পালন করেছে। পাঁচ বছরে জামায়াতের নেতাকর্মীরা পাহারা দিয়ে সংখ্যালঘুদের নিরাপদে পূজা করার সুযোগ দিয়েছে। এটিএম আজহার আরো বলেন, আগামী নির্বাচনে সঠিক নেতৃত্ব নির্বাচন করলে দেশের কল্যাণ হবে। [489, 273, 548, 1474]
portrait-illustration [726, 60, 825, 129]
bullet-icon [405, 193, 409, 198]
table-row [11, 2049, 100, 2064]
bullet-icon [11, 1713, 15, 1718]
byline [118, 448, 391, 463]
article-body: কেন্দ্রের সাথে এক অনন্য স্থাপত্যিক সাদৃশ্য তৈরি করেছে। নির্মাণশৈলীতে মধ্যপ্রাচ্যের নকশা ও ঐতিহ্যবাহী মালয় শিল্পকলা মিশে গেছে অসাধারণভাবে। মসজিদের প্রধান গম্বুজটি সম্পূর্ণ গোলাপি পাথরের—আরবেস্ক নকশায় খোদাই করা এই গম্বুজ মিসরের ঐতিহ্যবাহী মসজিদের নকশার অনুপ্রেরণায় তৈরি। মসজিদের দরজা সেগুন কাঠের, ভেতরের কার্পেট ও সজ্জা মালয় সংস্কৃতি এবং ইসলামী শিল্পকলা উভয়ের সমন্বয় বহন করে। ১১৬ মিটার উঁচু মিনারটির নকশা নেয়া হয়েছে ১২০২ খ্রিস্টাব্দে ইরাকে নির্মিত সিতি জুবাইদা বা জুমুরুদ খোতুন মসজিদের আদলে। [118, 771, 392, 854]
table-row [11, 1988, 100, 2003]
city-cell: খুলনা [11, 2021, 31, 2031]
byline [489, 228, 548, 271]
article-3-district-right [405, 1232, 475, 1754]
bullet-icon [943, 1044, 948, 1048]
headline[interactable]: হাসিনা, রেহান ও টিউলিপের [755, 344, 900, 360]
byline-text: নিজস্ব প্রতিবেদক [126, 101, 185, 111]
bullet-icon [489, 247, 494, 251]
divider [118, 567, 391, 568]
headline[interactable]: লিভারপুল ও ম্যানইউ জয়ী [408, 602, 473, 657]
max-temp-cell: ২৯.৫ [50, 2021, 69, 2031]
table-row [11, 2080, 100, 2095]
article-bijoy-roadshow [6, 1374, 105, 1641]
page-number: ১৫ [880, 3, 913, 47]
table-row [11, 2034, 100, 2049]
article-body: রাঁচিতে অনুষ্ঠিত প্রথম ওয়ানডেতে দক্ষিণ আফ্রিকাকে ১৭ রানে হারিয়েছে ভারত। প্রথমে ব্যাট করতে নেমে ভারত বিরাট কোহলির ১৩৫ রানের উপর ভর করে ৮ উইকেটে ৩৪৯ রান করে। জবাবে দক্ষিণ আফ্রিকা ৪৯.২ ওভারে ৩৩২ রানে অলআউট হয়ে যায়। ভারতীয় বোলারদের মধ্যে কুলদীপ যাদব ৪টি এবং হারশিত রানা ৩ উইকেট নেন। ম্যাচে ছক্কা মেরে ১৫ বছর আগে করা পাকিস্তানের শহীদ আফ্রিদির সর্বোচ্চ ওয়ানডে ছক্কার (৩৫১টি) রেকর্ড ভাঙেন রোহিত শর্মা। রোহিতের ৫৭ রানের ইনিংসে ছিল ৫টি বাউন্ডারি ও ৩টি ছক্কা। এতে ওয়ানডে ক্যারিয়ারে ৩৫২টি ছক্কা মারা হলো তার। [118, 466, 392, 560]
byline [405, 659, 475, 673]
min-temp-cell: ১৬.০ [77, 2021, 96, 2031]
article-vote-booth-left [725, 570, 930, 716]
jump-label: শেষ পৃষ্ঠার পর [725, 592, 774, 602]
article-body: মসজিদের নকশায় রয়েছে প্রার্থনা মসজিদ এবং সাহাবাদের লাইব্রেরি ও সামাজিক কার্যক্রম কক্ষ। মূল ভবনের মাঝে সংযোগস্থল হিসেবে কাজ করে এবং এটি অতিরিক্ত প্রার্থনা স্থান হিসেবেও কার্যকর। পুত্রা মসজিদে পাঁচ হাজারেরও বেশি কমপ্লেক্সে একসাথে প্রায় ১৫ হাজার মুসল্লি নামাজ আদায় করতে পারেন। পুত্রা মসজিদের গোলাপি রং ও নকশা এটিকে বিশ্বের মুসলিম ও অমুসলিম পর্যটকদের অন্যতম আকর্ষণে পরিণত করেছে। প্রতি বছর মালয়েশিয়া ভ্রমণে আসা বিপুলসংখ্যক বিদেশী পর্যটকও কুয়ালালামপুর সফরের সময় এই গোলাপি মসজিদটি দেখতে আসেন ও নামাজ আদায় করেন। [405, 1764, 476, 2163]
article-shahid-minar [405, 60, 475, 594]
min-temp-cell: ১৬.২ [77, 2051, 96, 2061]
byline-text: চৌগাছা (যশোর) সংবাদদাতা [496, 229, 535, 268]
article-body: পরামর্শ দেয়নি। বোর্ডের পরামর্শ ছাড়া এ বিষয়ে কোনো সিদ্ধান্ত নেয়া সম্ভব নয়। তিনি বলেন, বেগম জিয়া অসুস্থ হয়ে হাসপাতালে ভর্তি থাকায় বিজয় দিবসের গৃহীত কর্মসূচি স্থগিত করা হয়েছে। জনগণের কাছে দোয়া কামনা করছি। আশা করি তিনি দ্রুতই সেরে উঠবেন। এ সময় দলের পক্ষ থেকে দেশবাসীর কাছে বেগম খালেদা জিয়ার সুস্থতার জন্য দোয়া করার আহ্বান জানান রিজভী। এর আগে, শনিবার (২৯ নভেম্বর) মহান বিজয় দিবস উপলক্ষে মাসব্যাপী নানা কর্মসূচি ঘোষণা করেছিল বিএনপি। [6, 1422, 105, 1639]
column-8 [936, 58, 1011, 2576]
article-india-win [118, 428, 391, 563]
table-row [11, 2003, 100, 2019]
masthead-divider [6, 50, 910, 52]
headline[interactable]: একটি ভোটকক্ষে দু’টি গোপন কক্ষ [725, 570, 930, 589]
jump-label: শেষ পৃষ্ঠার পর [118, 867, 166, 877]
max-temp-cell: ২৯.০ [50, 2067, 69, 2077]
headline[interactable]: দুর্নীতির মামলায় ক্ষমা আবেদন [667, 60, 703, 111]
max-temp-cell: ২৯.৬ [50, 1990, 69, 2000]
max-temp-cell: ২৮.৪ [50, 2036, 69, 2046]
byline-text: নিজস্ব প্রতিবেদক [951, 1041, 1009, 1051]
article-body: তাঁর বিবৃতিতে নেতানিয়াহু বলেন, আজ আমার আইনজীবীরা প্রেসিডেন্টের কাছে ক্ষমার আবেদন পাঠিয়েছেন। দেশের ভালোর জন্য যে কেউ এই পদক্ষেপকে সমর্থন করবেন বলে আশা করি। প্রেসিডেন্ট আইজ্যাক হারজগের দফতর এক বিবৃতিতে জানায়, এটি একটি অসাধারণ আবেদন। সব মতামত পর্যালোচনা করে প্রেসিডেন্ট দায়িত্বশীলভাবে সিদ্ধান্ত নেবেন। এর আগে চলতি মাসেই যুক্তরাষ্ট্রের প্রেসিডেন্ট ডোনাল্ড ট্রাম্প হারজগকে চিঠি লিখে নেতানিয়াহুকে ক্ষমা করে দেয়ার আহ্বান জানান। চলমান আদালত প্রক্রিয়ায় নেতানিয়াহু বারবার নিজেকে নির্দোষ দাবি করে আসছেন। [658, 115, 712, 683]
article-obituary [943, 60, 1011, 967]
byline [943, 1038, 1011, 1053]
article-tongi [6, 446, 105, 931]
table-row [11, 1973, 100, 1988]
byline-text: নিজস্ব প্রতিবেদক [412, 190, 471, 200]
